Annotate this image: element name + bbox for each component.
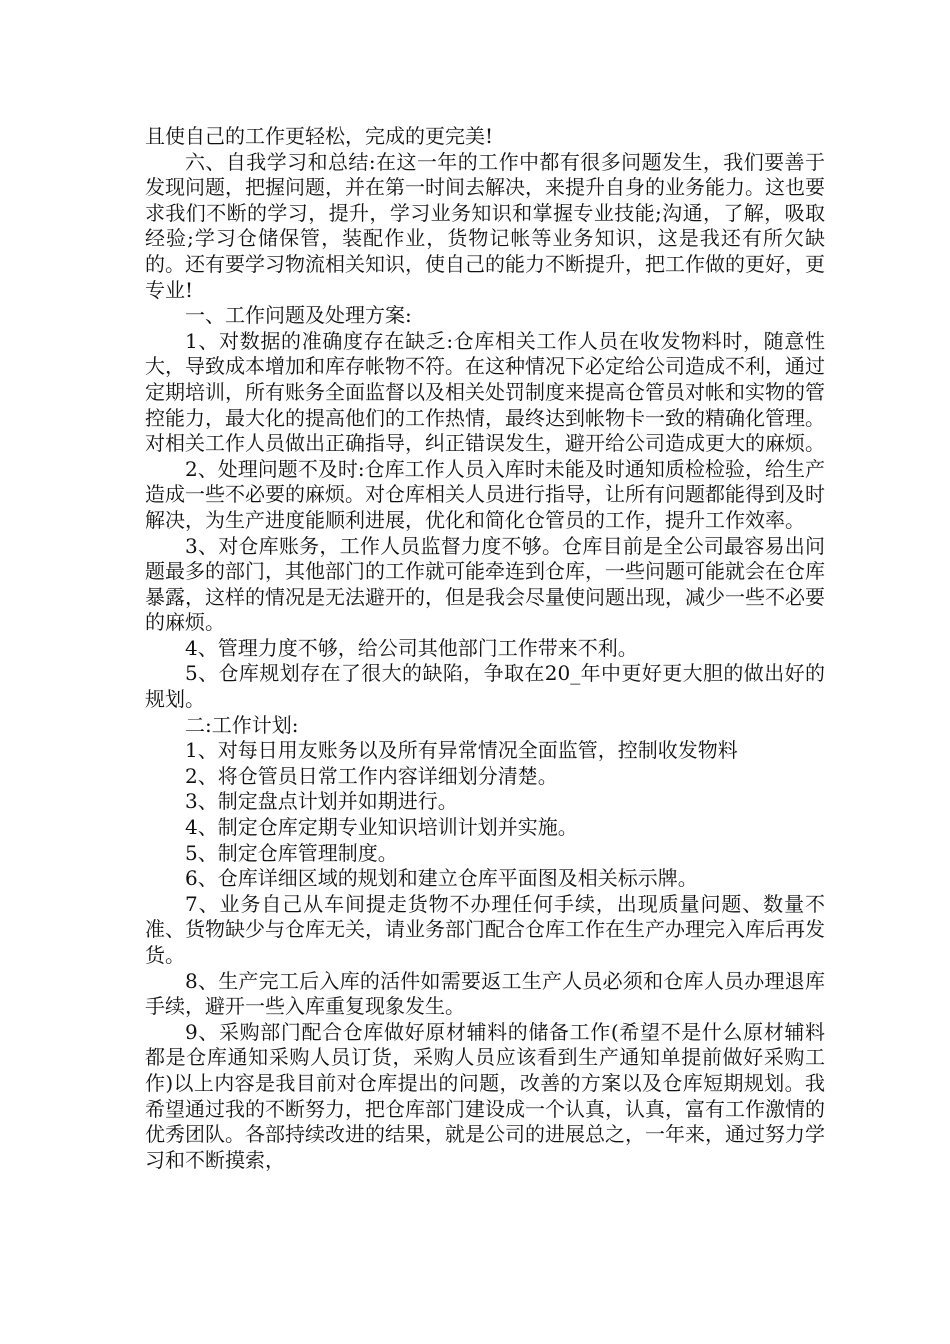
section-heading: 二:工作计划: [185, 712, 299, 737]
paragraph: 且使自己的工作更轻松，完成的更完美! [145, 124, 494, 148]
paragraph: 2、处理问题不及时:仓库工作人员入库时未能及时通知质检检验，给生产造成一些不必要的麻烦。对仓库相关人员进行指导，让所有问题都能得到及时解决，为生产进度能顺利进展，优化和简化仓管员的工作，提升工作效率。 [145, 456, 825, 532]
paragraph: 8、生产完工后入库的活件如需要返工生产人员必须和仓库人员办理退库手续，避开一些入库重复现象发生。 [145, 968, 825, 1019]
document-body [145, 124, 825, 1173]
paragraph: 3、制定盘点计划并如期进行。 [185, 789, 458, 814]
paragraph: 5、仓库规划存在了很大的缺陷，争取在20_年中更好更大胆的做出好的规划。 [145, 661, 825, 712]
paragraph: 4、管理力度不够，给公司其他部门工作带来不利。 [185, 635, 638, 660]
paragraph: 4、制定仓库定期专业知识培训计划并实施。 [185, 815, 578, 840]
paragraph: 3、对仓库账务，工作人员监督力度不够。仓库目前是全公司最容易出问题最多的部门，其他部门的工作就可能牵连到仓库，一些问题可能就会在仓库暴露，这样的情况是无法避开的，但是我会尽量使问题出现，减少一些不必要的麻烦。 [145, 533, 825, 635]
paragraph: 2、将仓管员日常工作内容详细划分清楚。 [185, 763, 558, 788]
section-heading: 一、工作问题及处理方案: [185, 303, 412, 328]
paragraph: 六、自我学习和总结:在这一年的工作中都有很多问题发生，我们要善于发现问题，把握问题，并在第一时间去解决，来提升自身的业务能力。这也要求我们不断的学习，提升，学习业务知识和掌握专业技能;沟通，了解，吸取经验;学习仓储保管，装配作业，货物记帐等业务知识，这是我还有所欠缺的。还有要学习物流相关知识，使自己的能力不断提升，把工作做的更好，更专业! [145, 149, 825, 302]
paragraph: 9、采购部门配合仓库做好原材辅料的储备工作(希望不是什么原材辅料都是仓库通知采购人员订货，采购人员应该看到生产通知单提前做好采购工作)以上内容是我目前对仓库提出的问题，改善的方案以及仓库短期规划。我希望通过我的不断努力，把仓库部门建设成一个认真，认真，富有工作激情的优秀团队。各部持续改进的结果，就是公司的进展总之，一年来，通过努力学习和不断摸索， [145, 1019, 825, 1172]
paragraph: 5、制定仓库管理制度。 [185, 840, 398, 865]
paragraph: 1、对每日用友账务以及所有异常情况全面监管，控制收发物料 [185, 738, 738, 763]
paragraph: 1、对数据的准确度存在缺乏:仓库相关工作人员在收发物料时，随意性大，导致成本增加和库存帐物不符。在这种情况下必定给公司造成不利，通过定期培训，所有账务全面监督以及相关处罚制度来提高仓管员对帐和实物的管控能力，最大化的提高他们的工作热情，最终达到帐物卡一致的精确化管理。对相关工作人员做出正确指导，纠正错误发生，避开给公司造成更大的麻烦。 [145, 328, 825, 456]
paragraph: 6、仓库详细区域的规划和建立仓库平面图及相关标示牌。 [185, 866, 698, 891]
paragraph: 7、业务自己从车间提走货物不办理任何手续，出现质量问题、数量不准、货物缺少与仓库无关，请业务部门配合仓库工作在生产办理完入库后再发货。 [145, 891, 825, 967]
